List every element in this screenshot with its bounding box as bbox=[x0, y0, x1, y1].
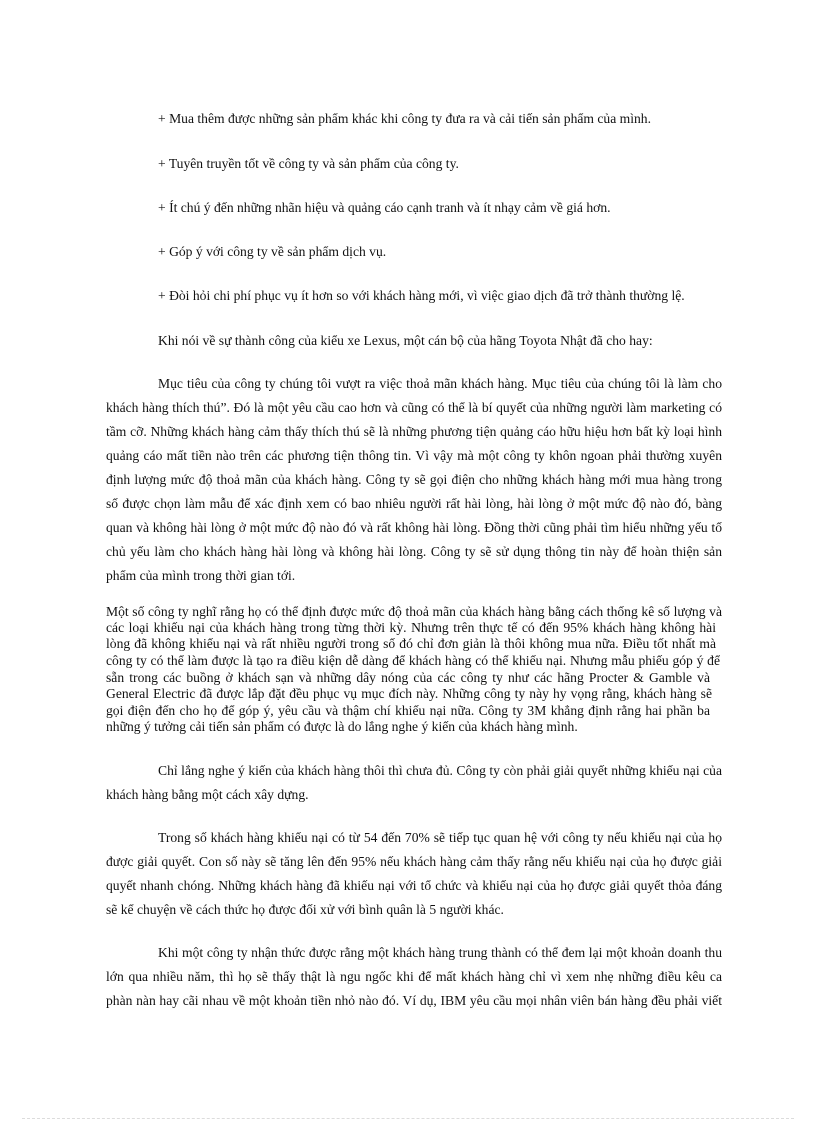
paragraph-line: công ty có thể làm được là tạo ra điều kiện dễ dàng để khách hàng có thể khiếu nại. Nhưng mẫu phiếu góp ý để bbox=[106, 653, 720, 668]
paragraph-line: những ý tưởng cải tiến sản phẩm có được là do lắng nghe ý kiến của khách hàng mình. bbox=[106, 719, 578, 734]
paragraph-line: các loại khiếu nại của khách hàng trong từng thời kỳ. Nhưng trên thực tế có đến 95% khách hàng không hài bbox=[106, 620, 716, 635]
paragraph-line: lớn qua nhiều năm, thì họ sẽ thấy thật là ngu ngốc khi để mất khách hàng chỉ vì xem nhẹ những điều kêu ca bbox=[106, 969, 722, 984]
paragraph-line: phàn nàn hay cãi nhau về một khoản tiền nhỏ nào đó. Ví dụ, IBM yêu cầu mọi nhân viên bán hàng đều phải viết bbox=[106, 993, 722, 1008]
paragraph-line: số được chọn làm mẫu để xác định xem có bao nhiêu người rất hài lòng, hài lòng ở một mức độ nào đó, bàng bbox=[106, 496, 722, 511]
intro-paragraph: Khi nói về sự thành công của kiểu xe Lexus, một cán bộ của hãng Toyota Nhật đã cho hay: bbox=[158, 333, 653, 348]
paragraph-line: phẩm của mình trong thời gian tới. bbox=[106, 568, 296, 583]
paragraph-line: Khi một công ty nhận thức được rằng một khách hàng trung thành có thể đem lại một khoản doanh thu bbox=[158, 945, 722, 960]
paragraph-line: Mục tiêu của công ty chúng tôi vượt ra việc thoả mãn khách hàng. Mục tiêu của chúng tôi là làm cho bbox=[158, 376, 722, 391]
paragraph-line: quảng cáo mất tiền nào trên các phương tiện thông tin. Vì vậy mà một công ty khôn ngoan phải thường xuyên bbox=[106, 448, 722, 463]
paragraph-line: sẽ kể chuyện về cách thức họ được đối xử với bình quân là 5 người khác. bbox=[106, 902, 504, 917]
paragraph-line: được giải quyết. Con số này sẽ tăng lên đến 95% nếu khách hàng cảm thấy rằng nếu khiếu nại của họ được giải bbox=[106, 854, 722, 869]
bullet-item: + Ít chú ý đến những nhãn hiệu và quảng cáo cạnh tranh và ít nhạy cảm về giá hơn. bbox=[158, 200, 611, 215]
bullet-item: + Đòi hỏi chi phí phục vụ ít hơn so với khách hàng mới, vì việc giao dịch đã trở thành thường lệ. bbox=[158, 288, 685, 303]
paragraph-line: Chỉ lắng nghe ý kiến của khách hàng thôi thì chưa đủ. Công ty còn phải giải quyết những khiếu nại của bbox=[158, 763, 722, 778]
paragraph-line: khách hàng bằng một cách xây dựng. bbox=[106, 787, 309, 802]
page-bottom-divider bbox=[22, 1118, 794, 1119]
paragraph-line: Trong số khách hàng khiếu nại có từ 54 đến 70% sẽ tiếp tục quan hệ với công ty nếu khiếu nại của họ bbox=[158, 830, 722, 845]
paragraph-line: tầm cỡ. Những khách hàng cảm thấy thích thú sẽ là những phương tiện quảng cáo hữu hiệu hơn bất kỳ loại hình bbox=[106, 424, 722, 439]
paragraph-line: gọi điện đến cho họ để góp ý, yêu cầu và thậm chí khiếu nại nữa. Công ty 3M khẳng định rằng hai phần ba bbox=[106, 703, 710, 718]
paragraph-line: khách hàng thích thú”. Đó là một yêu cầu cao hơn và cũng có thể là bí quyết của những người làm marketing có bbox=[106, 400, 722, 415]
paragraph-line: General Electric đã được lắp đặt đều phục vụ mục đích này. Những công ty này hy vọng rằng, khách hàng sẽ bbox=[106, 686, 712, 701]
paragraph-line: lòng đã không khiếu nại và rất nhiều người trong số đó chỉ đơn giản là thôi không mua nữa. Điều tốt nhất mà bbox=[106, 636, 716, 651]
paragraph-line: Một số công ty nghĩ rằng họ có thể định được mức độ thoả mãn của khách hàng bằng cách thống kê số lượng và bbox=[106, 604, 722, 619]
paragraph-line: định lượng mức độ thoả mãn của khách hàng. Công ty sẽ gọi điện cho những khách hàng mới mua hàng trong bbox=[106, 472, 722, 487]
paragraph-line: quyết nhanh chóng. Những khách hàng đã khiếu nại với tổ chức và khiếu nại của họ được giải quyết thỏa đáng bbox=[106, 878, 722, 893]
bullet-item: + Góp ý với công ty về sản phẩm dịch vụ. bbox=[158, 244, 387, 259]
bullet-item: + Mua thêm được những sản phẩm khác khi công ty đưa ra và cải tiến sản phẩm của mình. bbox=[158, 111, 651, 126]
bullet-item: + Tuyên truyền tốt về công ty và sản phẩm của công ty. bbox=[158, 156, 459, 171]
paragraph-line: chủ yếu làm cho khách hàng hài lòng và không hài lòng. Công ty sẽ sử dụng thông tin này để hoàn thiện sản bbox=[106, 544, 722, 559]
paragraph-line: sẵn trong các buồng ở khách sạn và những dây nóng của các công ty như các hãng Procter & Gamble và bbox=[106, 670, 710, 685]
paragraph-line: quan và không hài lòng ở một mức độ nào đó và rất không hài lòng. Đồng thời cũng phải tìm hiểu những yếu tố bbox=[106, 520, 722, 535]
